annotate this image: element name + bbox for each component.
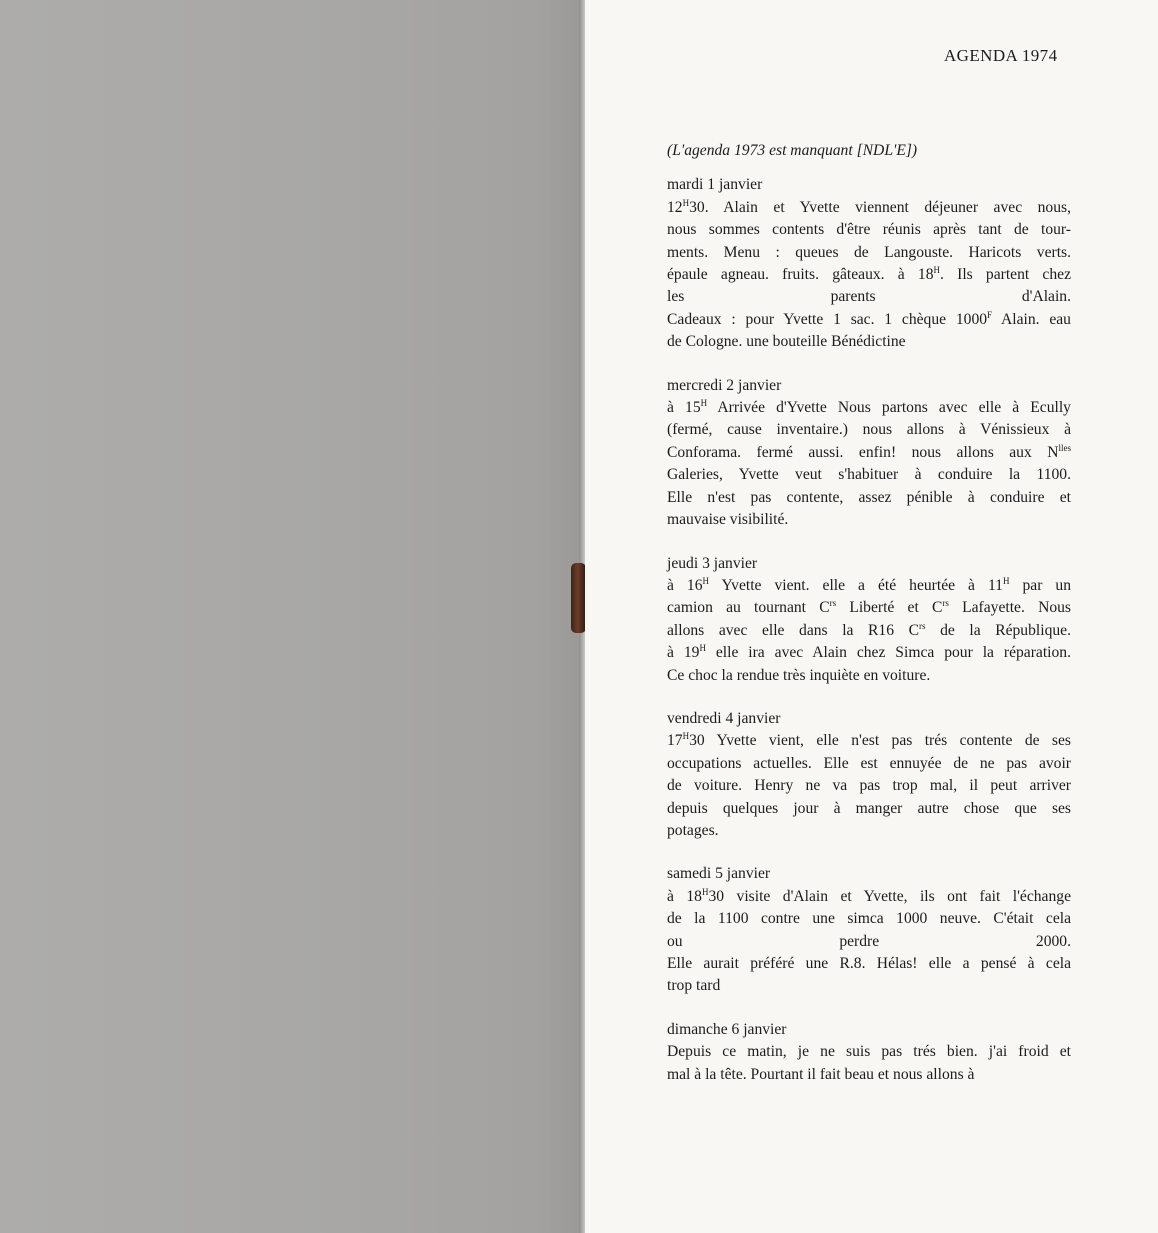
entry-line: mauvaise visibilité. — [667, 511, 789, 529]
entry-line: les parents d'Alain. — [667, 288, 1071, 306]
entry-line: trop tard — [667, 977, 721, 995]
diary-entry — [667, 708, 1071, 842]
entry-date: samedi 5 janvier — [667, 865, 771, 883]
entry-line: depuis quelques jour à manger autre chose que ses — [667, 799, 1071, 817]
running-head: AGENDA 1974 — [944, 46, 1058, 65]
entry-line: de voiture. Henry ne va pas trop mal, il peut arriver — [667, 777, 1071, 795]
entry-line: Elle aurait préféré une R.8. Hélas! elle a pensé à cela — [667, 955, 1071, 972]
entry-line: Ce choc la rendue très inquiète en voiture. — [667, 666, 931, 684]
entry-line: de Cologne. une bouteille Bénédictine — [667, 333, 906, 351]
staple — [571, 563, 586, 633]
diary-entry — [667, 375, 1071, 532]
entries-list — [667, 174, 1071, 1086]
entry-line: à $16^H$ Yvette vient. elle a été heurtée à $11^H$ par un — [667, 575, 1071, 594]
entry-line: $12^H30$. Alain et Yvette viennent déjeuner avec nous, — [667, 197, 1071, 216]
diary-entry — [667, 553, 1071, 687]
entry-line: à $18^H30$ visite d'Alain et Yvette, ils ont fait l'échange — [667, 886, 1071, 905]
entry-line: Depuis ce matin, je ne suis pas trés bien. j'ai froid et — [667, 1043, 1071, 1061]
diary-entry — [667, 863, 1071, 997]
entry-body — [667, 730, 1071, 842]
entry-line: épaule agneau. fruits. gâteaux. à $18^H$. Ils partent chez — [667, 265, 1071, 284]
entry-line: Conforama. fermé aussi. enfin! nous allons aux $N^{lles}$ — [667, 442, 1071, 461]
diary-entry — [667, 1019, 1071, 1086]
entry-line: allons avec elle dans la R16 $C^{rs}$ de la République. — [667, 620, 1071, 639]
entry-line: nous sommes contents d'être réunis après tant de tour- — [667, 221, 1071, 239]
entry-line: Galeries, Yvette veut s'habituer à conduire la 1100. — [667, 466, 1071, 484]
entry-body — [667, 197, 1071, 354]
entry-line: ments. Menu : queues de Langouste. Haricots verts. — [667, 243, 1071, 261]
entry-line: mal à la tête. Pourtant il fait beau et nous allons à — [667, 1065, 975, 1083]
entry-line: Elle n'est pas contente, assez pénible à conduire et — [667, 488, 1071, 506]
entry-body — [667, 886, 1071, 998]
entry-date: dimanche 6 janvier — [667, 1020, 787, 1038]
entry-line: de la 1100 contre une simca 1000 neuve. C'était cela — [667, 910, 1071, 928]
entry-body — [667, 575, 1071, 687]
entry-date: vendredi 4 janvier — [667, 709, 781, 727]
entry-body — [667, 1041, 1071, 1086]
entry-line: camion au tournant $C^{rs}$ Liberté et $C^{rs}$ Lafayette. Nous — [667, 598, 1072, 617]
entry-body — [667, 397, 1071, 531]
entry-line: occupations actuelles. Elle est ennuyée de ne pas avoir — [667, 754, 1071, 772]
entry-line: Cadeaux : pour Yvette 1 sac. 1 chèque $1000^F$ Alain. eau — [667, 309, 1071, 328]
entry-line: à $19^H$ elle ira avec Alain chez Simca pour la réparation. — [667, 643, 1071, 662]
entry-date: mercredi 2 janvier — [667, 376, 782, 394]
diary-text — [667, 140, 1071, 1107]
editor-note: (L'agenda 1973 est manquant [NDL'E]) — [667, 142, 918, 159]
entry-line: ou perdre 2000. — [667, 932, 1071, 950]
diary-entry — [667, 174, 1071, 353]
entry-line: potages. — [667, 821, 719, 839]
entry-line: $17^H30$ Yvette vient, elle n'est pas trés contente de ses — [667, 731, 1071, 750]
entry-line: (fermé, cause inventaire.) nous allons à Vénissieux à — [667, 421, 1071, 439]
entry-date: jeudi 3 janvier — [667, 554, 758, 572]
entry-date: mardi 1 janvier — [667, 176, 763, 194]
entry-line: à $15^H$ Arrivée d'Yvette Nous partons avec elle à Ecully — [667, 398, 1071, 417]
